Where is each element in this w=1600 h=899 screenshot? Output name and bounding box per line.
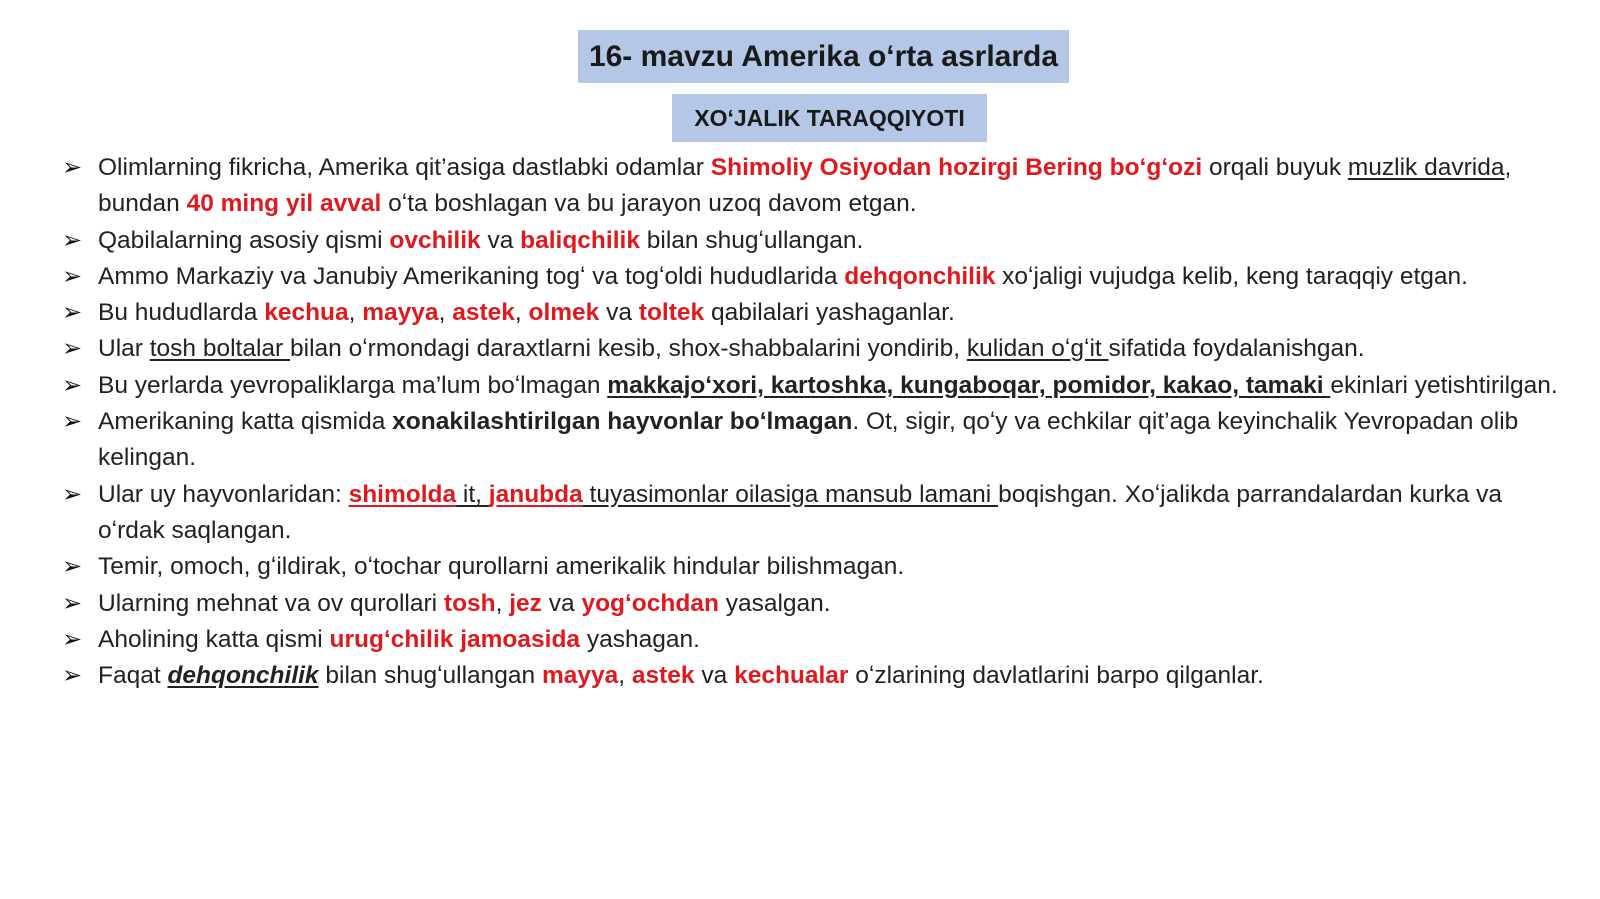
bullet-text-segment: Olimlarning fikricha, Amerika qit’asiga dastlabki odamlar (98, 154, 711, 181)
bullet-list (62, 150, 1562, 694)
bullet-text-segment: olmek (528, 299, 600, 327)
bullet-text-segment: kulidan oʻgʻit (966, 335, 1109, 363)
bullet-text-segment: yogʻochdan (581, 589, 719, 617)
bullet-text-segment: tosh boltalar (149, 335, 291, 363)
bullet-item (62, 331, 1562, 367)
bullet-text-segment: , (495, 589, 510, 617)
bullet-text-segment: boqishgan. Xoʻjalikda parrandalardan kurka va oʻrdak saqlangan. (98, 480, 1509, 544)
arrow-bullet-icon: ➢ (62, 262, 83, 290)
bullet-item (62, 259, 1562, 295)
arrow-bullet-icon: ➢ (62, 335, 83, 363)
bullet-text-segment: Ular (98, 335, 150, 363)
bullet-text-segment: Ular uy hayvonlaridan: (98, 480, 349, 508)
arrow-bullet-icon: ➢ (62, 480, 83, 508)
bullet-text-segment: Qabilalarning asosiy qismi (98, 226, 390, 254)
arrow-bullet-icon: ➢ (62, 299, 83, 327)
bullet-text-segment: bilan shugʻullangan. (639, 226, 864, 254)
bullet-item (62, 404, 1562, 477)
bullet-text-segment: tuyasimonlar oilasiga mansub lamani (582, 480, 999, 508)
bullet-text-segment: Ammo Markaziy va Janubiy Amerikaning togʻ va togʻoldi hududlarida (98, 262, 845, 290)
bullet-item (62, 586, 1562, 622)
bullet-item (62, 295, 1562, 331)
bullet-text-segment: bilan oʻrmondagi daraxtlarni kesib, shox-shabbalarini yondirib, (290, 335, 967, 363)
bullet-text-segment: qabilalari yashaganlar. (704, 299, 955, 327)
arrow-bullet-icon: ➢ (62, 154, 83, 181)
bullet-text-segment: va (694, 662, 735, 690)
bullet-text-segment: urugʻchilik jamoasida (329, 625, 581, 653)
bullet-text-segment: Amerikaning katta qismida (98, 408, 393, 436)
bullet-text-segment: makkajoʻxori, kartoshka, kungaboqar, pomidor, kakao, tamaki (607, 371, 1331, 399)
bullet-text-segment: janubda (488, 480, 583, 508)
bullet-text-segment: va (541, 589, 582, 617)
bullet-text-segment: , (618, 662, 632, 690)
bullet-item (62, 150, 1562, 223)
bullet-text-segment: va (599, 299, 639, 327)
bullet-text-segment: 40 ming yil avval (186, 190, 382, 218)
bullet-text-segment: oʻta boshlagan va bu jarayon uzoq davom etgan. (381, 190, 917, 218)
bullet-text-segment: tosh (443, 589, 496, 617)
bullet-text-segment: baliqchilik (520, 226, 640, 254)
bullet-item (62, 477, 1562, 550)
slide-subtitle: XOʻJALIK TARAQQIYOTI (672, 94, 987, 142)
bullet-text-segment: dehqonchilik (167, 662, 319, 690)
bullet-item (62, 622, 1562, 658)
arrow-bullet-icon: ➢ (62, 408, 83, 436)
bullet-item (62, 658, 1562, 694)
arrow-bullet-icon: ➢ (62, 553, 83, 581)
arrow-bullet-icon: ➢ (62, 371, 83, 399)
bullet-text-segment: , (514, 299, 529, 327)
bullet-text-segment: xoʻjaligi vujudga kelib, keng taraqqiy etgan. (995, 262, 1468, 290)
bullet-text-segment: Shimoliy Osiyodan hozirgi Bering boʻgʻozi (710, 154, 1203, 181)
bullet-text-segment: Aholining katta qismi (98, 625, 330, 653)
bullet-text-segment: va (480, 226, 521, 254)
bullet-text-segment: astek (452, 299, 515, 327)
bullet-item (62, 549, 1562, 585)
bullet-text-segment: Bu hududlarda (98, 299, 265, 327)
bullet-text-segment: . Ot, sigir, qoʻy va echkilar qit’aga keyinchalik Yevropadan olib kelingan. (98, 408, 1526, 472)
bullet-text-segment: yasalgan. (718, 589, 831, 617)
bullet-text-segment: yashagan. (580, 625, 700, 653)
bullet-text-segment: mayya (362, 299, 439, 327)
bullet-item (62, 368, 1562, 404)
bullet-text-segment: bilan shugʻullangan (318, 662, 542, 690)
bullet-text-segment: xonakilashtirilgan hayvonlar boʻlmagan (392, 408, 853, 436)
bullet-text-segment: dehqonchilik (844, 262, 996, 290)
bullet-text-segment: Ularning mehnat va ov qurollari (98, 589, 444, 617)
bullet-text-segment: , (438, 299, 453, 327)
bullet-text-segment: it, (456, 480, 489, 508)
bullet-text-segment: orqali buyuk (1202, 154, 1348, 181)
bullet-text-segment: sifatida foydalanishgan. (1108, 335, 1365, 363)
bullet-text-segment: jez (509, 589, 542, 617)
bullet-text-segment: astek (631, 662, 695, 690)
bullet-text-segment: toltek (638, 299, 705, 327)
bullet-text-segment: shimolda (348, 480, 457, 508)
bullet-text-segment: , (348, 299, 363, 327)
bullet-item (62, 223, 1562, 259)
bullet-text-segment: mayya (541, 662, 619, 690)
bullet-text-segment: ekinlari yetishtirilgan. (1330, 371, 1558, 399)
bullet-text-segment: kechualar (734, 662, 849, 690)
arrow-bullet-icon: ➢ (62, 662, 83, 690)
bullet-text-segment: ovchilik (389, 226, 481, 254)
bullet-text-segment: Bu yerlarda yevropaliklarga ma’lum boʻlmagan (98, 371, 608, 399)
slide-title: 16- mavzu Amerika oʻrta asrlarda (578, 30, 1069, 83)
bullet-text-segment: oʻzlarining davlatlarini barpo qilganlar. (848, 662, 1264, 690)
bullet-text-segment: Faqat (98, 662, 168, 690)
bullet-text-segment: muzlik davrida (1347, 154, 1505, 181)
bullet-text-segment: Temir, omoch, gʻildirak, oʻtochar qurollarni amerikalik hindular bilishmagan. (98, 553, 905, 581)
arrow-bullet-icon: ➢ (62, 589, 83, 617)
arrow-bullet-icon: ➢ (62, 625, 83, 653)
arrow-bullet-icon: ➢ (62, 226, 83, 254)
bullet-text-segment: kechua (264, 299, 349, 327)
bullet-text-segment: , bundan (98, 154, 1519, 218)
